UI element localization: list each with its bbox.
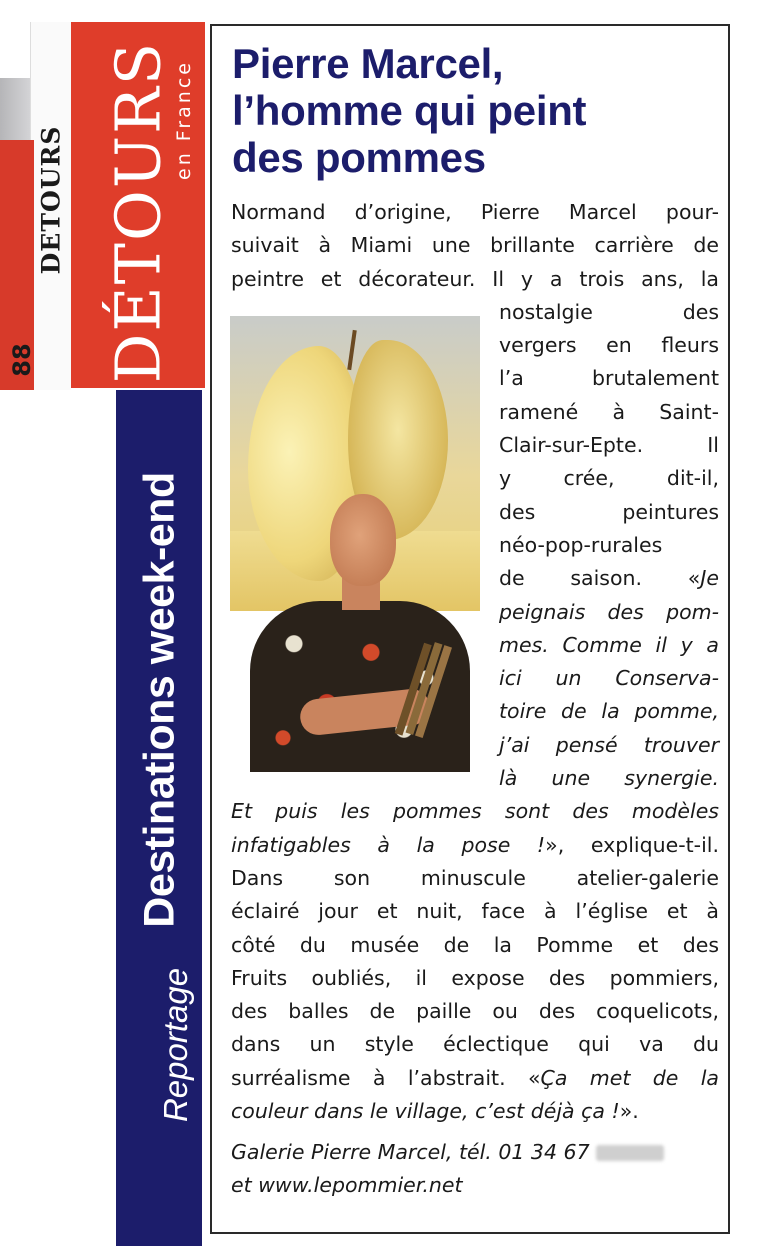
title-line: des pommes <box>232 134 486 181</box>
article-title <box>232 40 722 181</box>
section-type: Reportage <box>157 967 194 1123</box>
body-line: Dans son minuscule atelier-galerie <box>231 865 719 890</box>
quote-text: infatigables à la pose ! <box>231 832 546 857</box>
body-text: ». <box>619 1099 639 1124</box>
quote-line: mes. Comme il y a <box>499 632 719 657</box>
body-line: y crée, dit-il, <box>499 466 719 491</box>
body-line <box>231 1062 719 1095</box>
title-line: l’homme qui peint <box>232 87 587 134</box>
body-line: des balles de paille ou des coquelicots, <box>231 999 719 1024</box>
magazine-tabs <box>0 0 210 390</box>
quote-text: couleur dans le village, c’est déjà ça ! <box>231 1099 620 1124</box>
body-line: suivait à Miami une brillante carrière de <box>231 233 719 258</box>
artist-head <box>330 494 396 586</box>
body-text: surréalisme à l’abstrait. « <box>231 1065 541 1090</box>
body-line: éclairé jour et nuit, face à l’église et à <box>231 899 719 924</box>
body-line <box>231 829 719 862</box>
body-line: Fruits oubliés, il expose des pommiers, <box>231 965 719 990</box>
body-text: de saison. « <box>499 566 701 591</box>
body-line: ramené à Saint- <box>499 399 719 424</box>
brand-subtitle: en France <box>173 60 195 180</box>
spine-label: DETOURS <box>36 125 66 275</box>
body-line: l’a brutalement <box>499 366 719 391</box>
quote-line: peignais des pom- <box>499 599 719 624</box>
redacted-phone <box>596 1145 664 1161</box>
section-title: Destinations week-end <box>135 472 184 928</box>
body-line: vergers en fleurs <box>499 333 719 358</box>
body-line: Clair-sur-Epte. Il <box>499 433 719 458</box>
quote-line: là une synergie. <box>499 766 719 791</box>
artist-photo <box>230 316 480 772</box>
quote-line: toire de la pomme, <box>499 699 719 724</box>
quote-line: ici un Conserva- <box>499 666 719 691</box>
body-line: peintre et décorateur. Il y a trois ans, la <box>231 266 719 291</box>
body-line: côté du musée de la Pomme et des <box>231 932 719 957</box>
patterned-shirt <box>250 601 470 772</box>
body-line: dans un style éclectique qui va du <box>231 1032 719 1057</box>
quote-text: Ça met de la <box>540 1065 719 1090</box>
body-line: Normand d’origine, Pierre Marcel pour- <box>231 200 719 224</box>
credit-line: et www.lepommier.net <box>231 1173 463 1198</box>
brand-logo: DÉTOURS <box>101 40 175 384</box>
body-line <box>231 1095 719 1128</box>
body-line: néo-pop-rurales <box>499 532 663 557</box>
body-text: », explique-t-il. <box>545 832 719 857</box>
body-line: des peintures <box>499 499 719 524</box>
credit-text: Galerie Pierre Marcel, tél. 01 34 67 <box>231 1140 590 1164</box>
quote-line: Et puis les pommes sont des modèles <box>231 799 719 824</box>
body-line <box>499 562 719 595</box>
title-line: Pierre Marcel, <box>232 40 504 87</box>
contact-credit <box>231 1136 719 1203</box>
page-number: 88 <box>8 343 36 377</box>
quote-text: Je <box>700 566 719 591</box>
credit-line <box>231 1136 719 1169</box>
quote-line: j’ai pensé trouver <box>499 732 719 757</box>
body-line: nostalgie des <box>499 299 719 324</box>
